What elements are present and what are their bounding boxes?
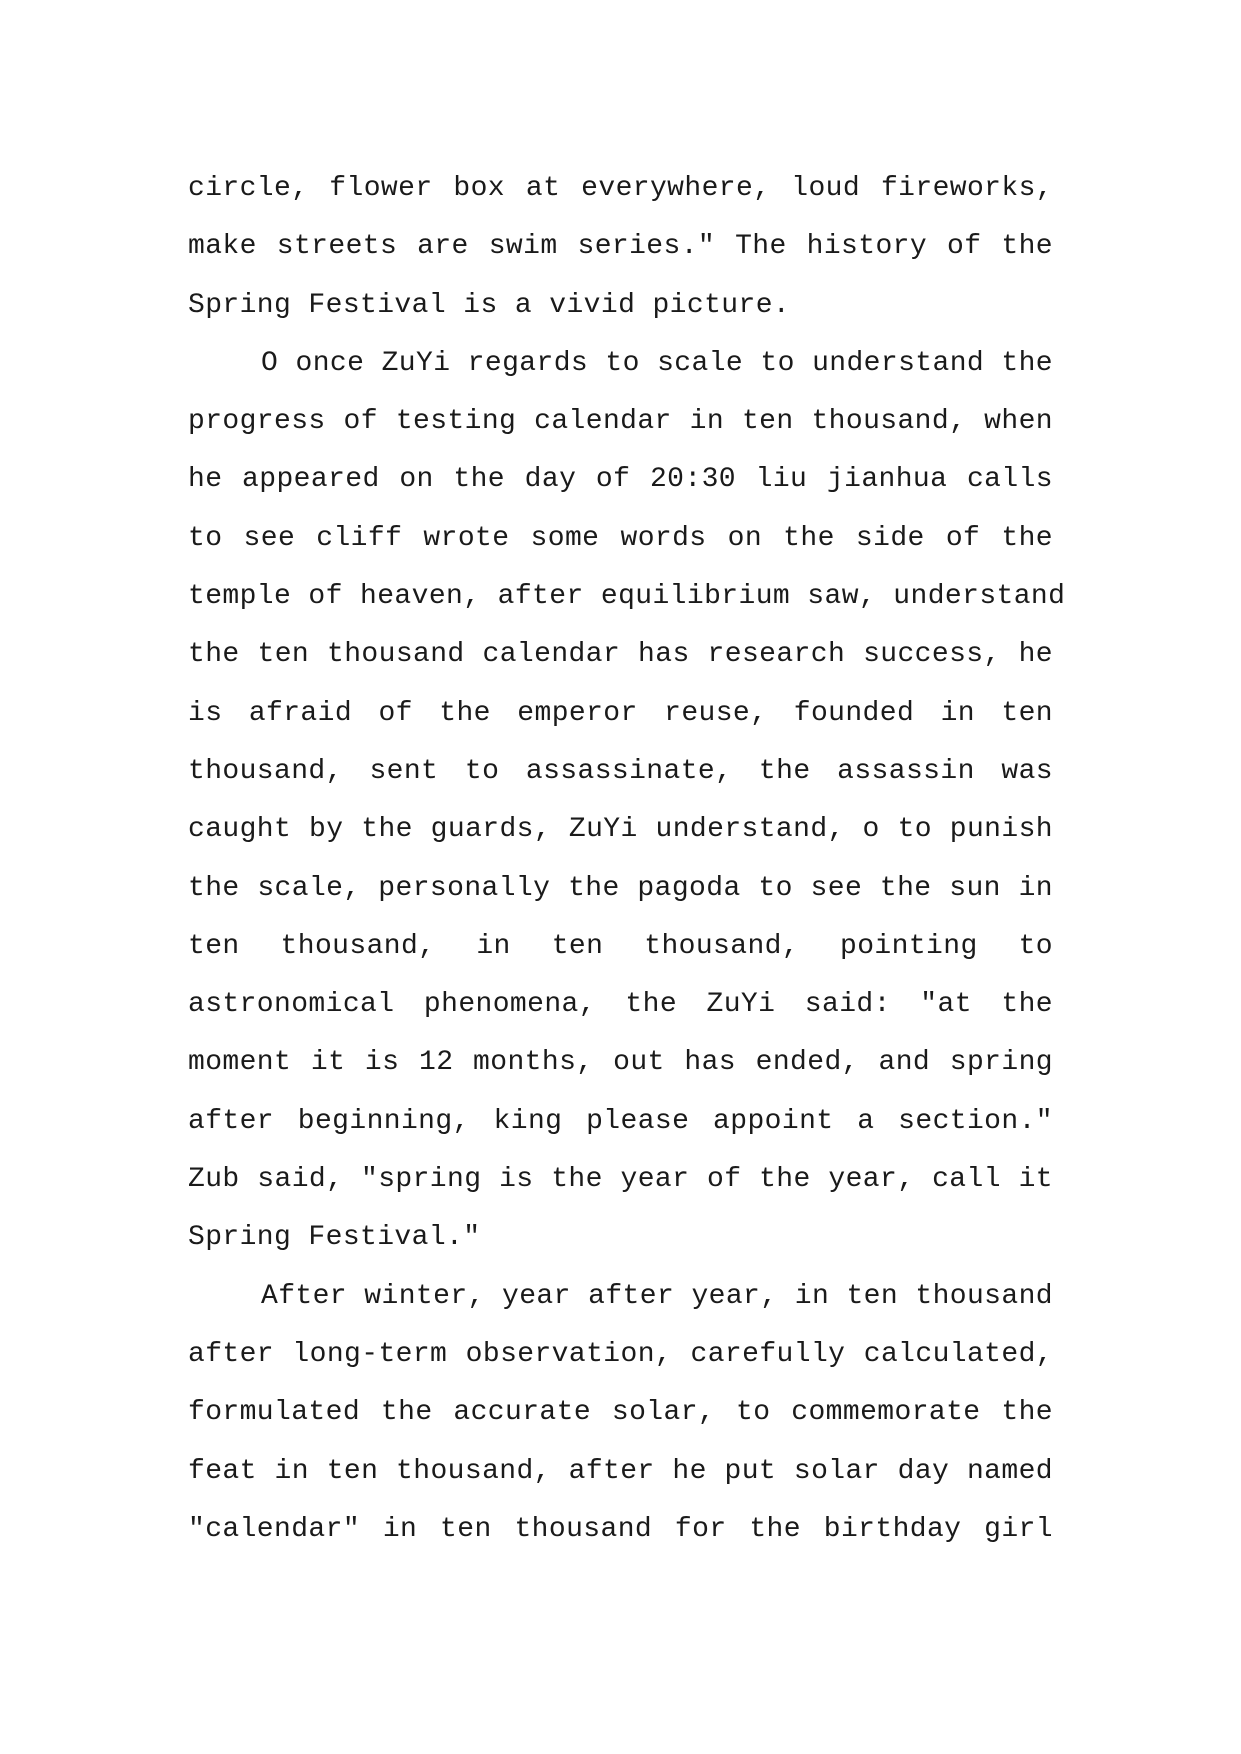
text-line: circle, flower box at everywhere, loud fireworks, bbox=[188, 173, 1053, 204]
text-line: is afraid of the emperor reuse, founded in ten bbox=[188, 697, 1053, 729]
text-line: Spring Festival." bbox=[188, 1222, 481, 1254]
document-page bbox=[188, 160, 1066, 1559]
text-line: make streets are swim series." The history of the bbox=[188, 231, 1053, 263]
text-line: temple of heaven, after equilibrium saw, understand bbox=[188, 581, 1066, 613]
text-line: "calendar" in ten thousand for the birthday girl bbox=[188, 1513, 1053, 1545]
text-line: he appeared on the day of 20:30 liu jianhua calls bbox=[188, 464, 1053, 496]
text-line: after beginning, king please appoint a section." bbox=[188, 1105, 1053, 1137]
text-line: to see cliff wrote some words on the side of the bbox=[188, 522, 1053, 554]
paragraph-3 bbox=[188, 1268, 1053, 1559]
text-line: astronomical phenomena, the ZuYi said: "at the bbox=[188, 989, 1053, 1021]
text-line: formulated the accurate solar, to commemorate the bbox=[188, 1397, 1053, 1429]
text-line: moment it is 12 months, out has ended, and spring bbox=[188, 1047, 1053, 1079]
text-line: Spring Festival is a vivid picture. bbox=[188, 289, 791, 321]
text-line: caught by the guards, ZuYi understand, o to punish bbox=[188, 814, 1053, 846]
text-line: the ten thousand calendar has research success, he bbox=[188, 639, 1053, 671]
text-line: After winter, year after year, in ten thousand bbox=[261, 1280, 1053, 1312]
text-line: progress of testing calendar in ten thousand, when bbox=[188, 406, 1053, 438]
text-line: thousand, sent to assassinate, the assassin was bbox=[188, 755, 1053, 787]
text-line: after long-term observation, carefully calculated, bbox=[188, 1338, 1053, 1370]
text-line: Zub said, "spring is the year of the year, call it bbox=[188, 1164, 1053, 1196]
text-line: the scale, personally the pagoda to see the sun in bbox=[188, 872, 1053, 904]
text-line: ten thousand, in ten thousand, pointing to bbox=[188, 930, 1053, 962]
text-line: O once ZuYi regards to scale to understand the bbox=[261, 347, 1053, 379]
text-line: feat in ten thousand, after he put solar day named bbox=[188, 1455, 1053, 1487]
paragraph-1 bbox=[188, 160, 1053, 335]
paragraph-2 bbox=[188, 335, 1066, 1268]
